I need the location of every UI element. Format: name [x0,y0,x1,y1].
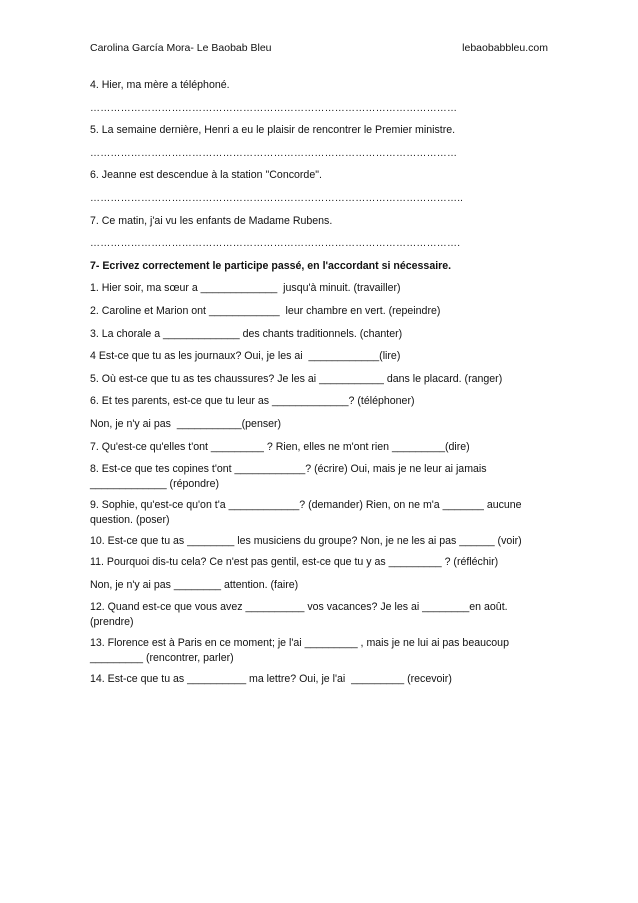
answer-line-6: ……………………………………………………………………………………………….. [90,192,464,204]
exercise-item: 7. Qu'est-ce qu'elles t'ont _________ ? Rien, elles ne m'ont rien _________(dire) [90,440,470,453]
exercise-item: 3. La chorale a _____________ des chants traditionnels. (chanter) [90,327,403,340]
exercise-item: 6. Et tes parents, est-ce que tu leur as _____________? (téléphoner) [90,395,415,408]
sentence-4: 4. Hier, ma mère a téléphoné. [90,79,230,91]
exercise-item: 10. Est-ce que tu as ________ les musiciens du groupe? Non, je ne les ai pas ______ (voir) [90,535,522,548]
exercise-item: 13. Florence est à Paris en ce moment; je l'ai _________ , mais je ne lui ai pas beaucoup _________ (rencontrer, parler) [90,637,512,665]
exercise-item: 1. Hier soir, ma sœur a _____________ jusqu'à minuit. (travailler) [90,282,401,295]
sentence-7: 7. Ce matin, j'ai vu les enfants de Madame Rubens. [90,214,333,227]
header-website: lebaobabbleu.com [462,42,548,54]
header-author: Carolina García Mora- Le Baobab Bleu [90,42,272,54]
exercise-item: Non, je n'y ai pas ___________(penser) [90,417,282,430]
exercise-item: 14. Est-ce que tu as __________ ma lettre? Oui, je l'ai _________ (recevoir) [90,673,452,686]
exercise-item: 12. Quand est-ce que vous avez __________ vos vacances? Je les ai ________en août. (prendre) [90,601,511,629]
answer-line-5: ……………………………………………………………………………………………… [90,147,458,159]
page-header [90,40,548,56]
exercise-item: 5. Où est-ce que tu as tes chaussures? Je les ai ___________ dans le placard. (ranger) [90,372,503,385]
worksheet-content [90,78,548,695]
exercise-item: 8. Est-ce que tes copines t'ont ____________? (écrire) Oui, mais je ne leur ai jamais _____________ (répondre) [90,463,490,491]
exercise-item: Non, je n'y ai pas ________ attention. (faire) [90,578,299,591]
answer-line-7: ………………………………………………………………………………………………. [90,238,461,250]
sentence-5: 5. La semaine dernière, Henri a eu le plaisir de rencontrer le Premier ministre. [90,124,456,137]
exercise-item: 2. Caroline et Marion ont ____________ leur chambre en vert. (repeindre) [90,304,441,317]
answer-line-4: ……………………………………………………………………………………………… [90,102,458,114]
sentence-6: 6. Jeanne est descendue à la station "Concorde". [90,169,322,182]
exercise-item: 4 Est-ce que tu as les journaux? Oui, je les ai ____________(lire) [90,350,401,363]
exercise-item: 9. Sophie, qu'est-ce qu'on t'a ____________? (demander) Rien, on ne m'a _______ aucune question. (poser) [90,499,525,527]
exercise-item: 11. Pourquoi dis-tu cela? Ce n'est pas gentil, est-ce que tu y as _________ ? (réfléchir) [90,556,499,569]
exercise-7-title: 7- Ecrivez correctement le participe passé, en l'accordant si nécessaire. [90,259,452,272]
